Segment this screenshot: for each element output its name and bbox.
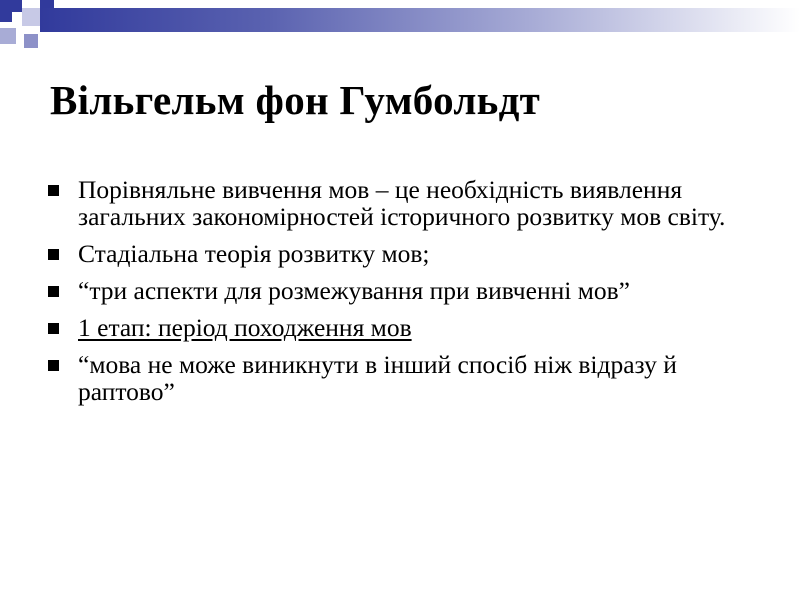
decor-square-icon — [12, 12, 22, 22]
decor-square-icon — [22, 8, 40, 26]
bullet-item — [40, 351, 760, 405]
bullet-item — [40, 240, 760, 267]
bullet-text: Стадіальна теорія розвитку мов; — [78, 239, 430, 268]
slide-title: Вільгельм фон Гумбольдт — [50, 77, 541, 123]
decor-square-icon — [0, 28, 16, 44]
square-bullet-icon — [48, 185, 59, 196]
bullet-text: “три аспекти для розмежування при вивченні мов” — [78, 276, 630, 305]
square-bullet-icon — [48, 249, 59, 260]
square-bullet-icon — [48, 286, 59, 297]
bullet-text: “мова не може виникнути в інший спосіб ніж відразу й раптово” — [78, 350, 677, 406]
header-gradient-bar — [40, 8, 800, 32]
decor-square-icon — [40, 0, 54, 8]
square-bullet-icon — [48, 323, 59, 334]
bullet-text: 1 етап: період походження мов — [78, 313, 412, 342]
decorative-header — [0, 0, 800, 60]
square-bullet-icon — [48, 360, 59, 371]
decor-square-icon — [24, 34, 38, 48]
bullet-item — [40, 176, 760, 230]
bullet-item — [40, 277, 760, 304]
bullet-text: Порівняльне вивчення мов – це необхідність виявлення загальних закономірностей історичного розвитку мов світу. — [78, 175, 726, 231]
bullet-item — [40, 314, 760, 341]
bullet-list — [40, 176, 760, 415]
